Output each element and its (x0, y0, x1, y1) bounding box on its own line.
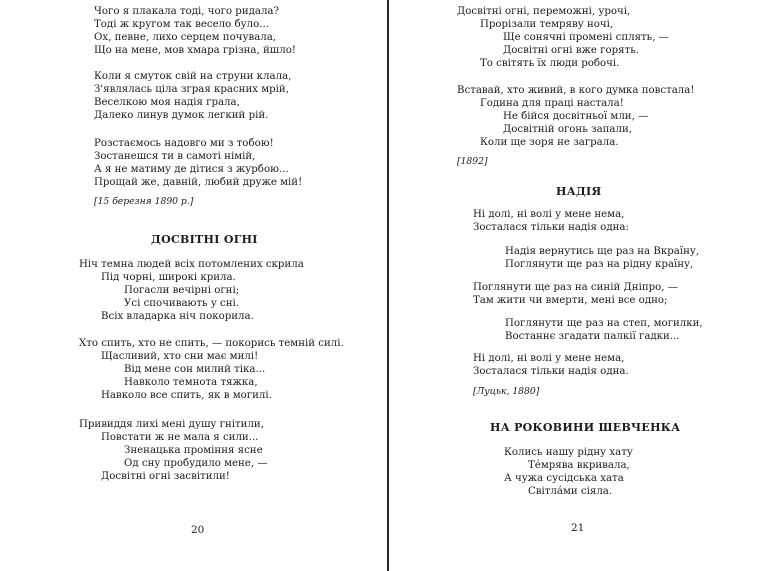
poem-line: Досвітній огонь запали, (503, 124, 633, 135)
poem-line: Світла́ми сіяла. (528, 486, 613, 497)
poem-line: Досвітні огні вже горять. (503, 45, 640, 56)
poem-title: НА РОКОВИНИ ШЕВЧЕНКА (490, 421, 681, 434)
poem-line: Ні долі, ні волі у мене нема, (473, 353, 625, 364)
poem-line: Поглянути ще раз на степ, могилки, (505, 318, 703, 329)
poem-line: Щасливий, хто сни має милі! (101, 351, 259, 362)
poem-line: Що на мене, мов хмара грізна, йшло! (94, 45, 296, 56)
right-page (390, 0, 783, 571)
poem-line: Чого я плакала тоді, чого ридала? (94, 6, 279, 17)
poem-line: Не бійся досвітньої мли, — (503, 111, 649, 122)
poem-line: Навколо все спить, як в могилі. (101, 390, 272, 401)
poem-line: Од сну пробудило мене, — (124, 458, 268, 469)
poem-line: Прощай же, давній, любий друже мій! (94, 177, 303, 188)
poem-line: Прорізали темряву ночі, (480, 19, 614, 30)
poem-line: Зосталася тільки надія одна: (473, 222, 629, 233)
poem-line: Погасли вечірні огні; (124, 285, 240, 296)
poem-line: Тоді ж кругом так весело було... (94, 19, 269, 30)
poem-line: Те́мрява вкривала, (528, 460, 630, 471)
left-page (0, 0, 388, 571)
poem-line: То світять їх люди робочі. (480, 58, 620, 69)
poem-date: [15 березня 1890 р.] (94, 196, 194, 207)
poem-line: А я не матиму де дітися з журбою... (94, 164, 289, 175)
poem-title: НАДІЯ (556, 185, 602, 198)
poem-date: [1892] (457, 156, 488, 167)
poem-line: Хто спить, хто не спить, — покорись темній силі. (79, 338, 344, 349)
poem-line: Вставай, хто живий, в кого думка повстала! (457, 85, 695, 96)
poem-date: [Луцьк, 1880] (473, 386, 540, 397)
poem-line: Поглянути ще раз на рідну країну, (505, 259, 694, 270)
poem-line: Від мене сон милий тіка... (124, 364, 266, 375)
poem-line: Веселкою моя надія грала, (94, 97, 240, 108)
poem-line: Надія вернутись ще раз на Вкраїну, (505, 246, 700, 257)
poem-line: Досвітні огні засвітили! (101, 471, 230, 482)
poem-line: Ніч темна людей всіх потомлених скрила (79, 259, 304, 270)
poem-line: Привиддя лихі мені душу гнітили, (79, 419, 264, 430)
poem-line: Далеко линув думок легкий рій. (94, 110, 269, 121)
poem-line: Зненацька проміння ясне (124, 445, 263, 456)
page-number: 20 (191, 524, 205, 536)
poem-line: Повстати ж не мала я сили... (101, 432, 259, 443)
poem-title: ДОСВІТНІ ОГНІ (151, 233, 258, 246)
poem-line: А чужа сусідська хата (504, 473, 624, 484)
poem-line: Ще сонячні промені сплять, — (503, 32, 669, 43)
page-divider (387, 0, 389, 571)
poem-line: Коли ще зоря не заграла. (480, 137, 619, 148)
poem-line: З'являлась ціла зграя красних мрій, (94, 84, 289, 95)
poem-line: Розстаємось надовго ми з тобою! (94, 138, 274, 149)
poem-line: Коли я смуток свій на струни клала, (94, 71, 292, 82)
poem-line: Зостанешся ти в самоті німій, (94, 151, 256, 162)
poem-line: Усі спочивають у сні. (124, 298, 240, 309)
poem-line: Досвітні огні, переможні, урочі, (457, 6, 631, 17)
poem-line: Там жити чи вмерти, мені все одно; (473, 295, 668, 306)
poem-line: Під чорні, широкі крила. (101, 272, 236, 283)
poem-line: Зосталася тільки надія одна. (473, 366, 629, 377)
poem-line: Навколо темнота тяжка, (124, 377, 258, 388)
poem-line: Колись нашу рідну хату (504, 447, 633, 458)
poem-line: Ні долі, ні волі у мене нема, (473, 209, 625, 220)
poem-line: Ох, певне, лихо серцем почувала, (94, 32, 277, 43)
poem-line: Востаннє згадати палкії гадки... (505, 331, 680, 342)
page-number: 21 (571, 522, 585, 534)
poem-line: Всіх владарка ніч покорила. (101, 311, 254, 322)
poem-line: Година для праці настала! (480, 98, 624, 109)
poem-line: Поглянути ще раз на синій Дніпро, — (473, 282, 678, 293)
